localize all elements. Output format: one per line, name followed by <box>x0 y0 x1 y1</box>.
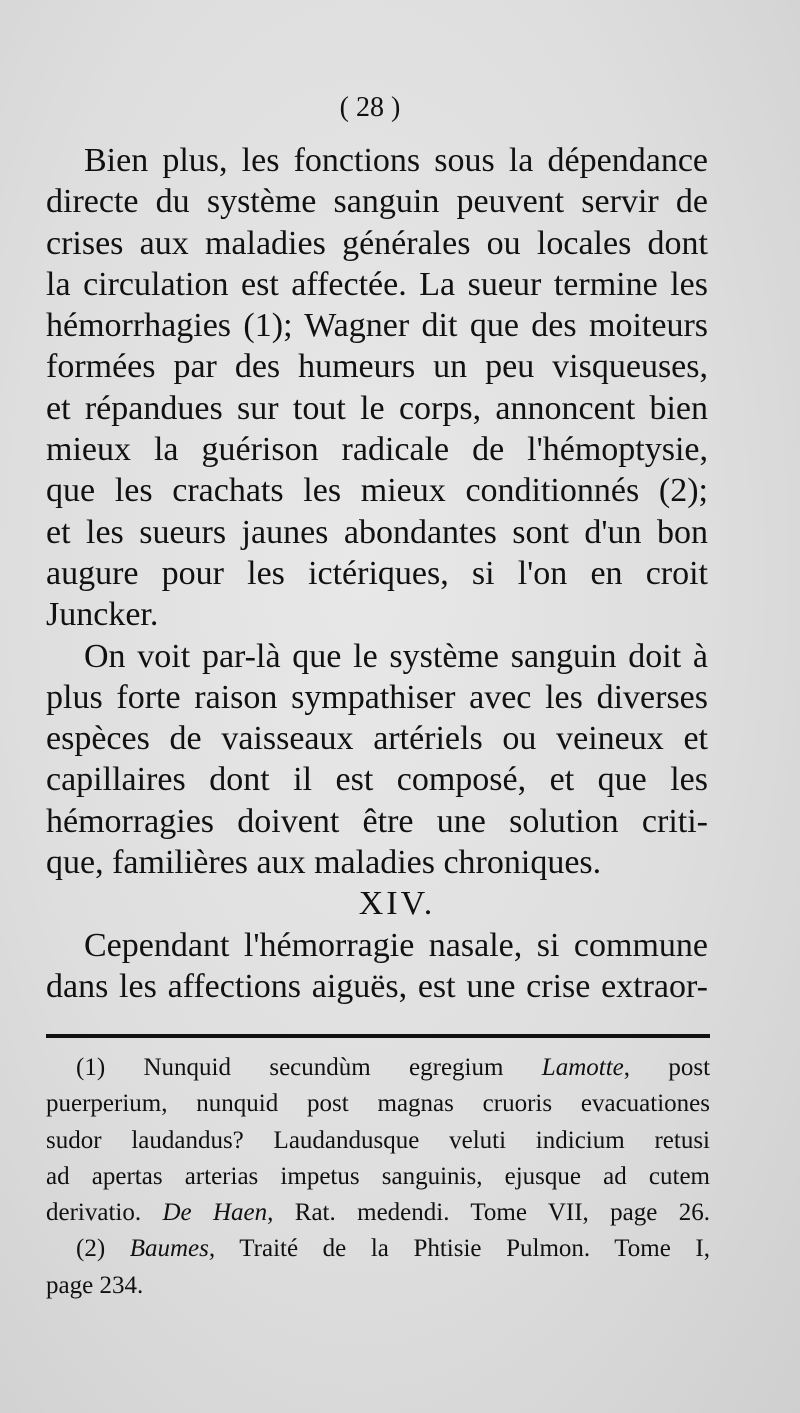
footnote-text: Nunquid secundùm egregium <box>143 1054 504 1081</box>
text-line: On voit par-là que le système sanguin doit à <box>84 637 708 675</box>
footnote-text: , post <box>623 1054 711 1081</box>
footnote-line: sudor laudandus? Laudandusque veluti indicium retusi <box>46 1126 710 1154</box>
text-line: dans les affections aiguës, est une crise extraor- <box>46 967 708 1005</box>
text-line: et les sueurs jaunes abondantes sont d'un bon <box>46 513 708 551</box>
text-line: Bien plus, les fonctions sous la dépendance <box>84 142 708 179</box>
footnote-line <box>46 1195 710 1231</box>
paragraph-3 <box>46 925 708 1008</box>
footnote-line: ad apertas arterias impetus sanguinis, ejusque ad cutem <box>46 1162 710 1190</box>
footnote-text: derivatio. <box>46 1199 142 1227</box>
text-line: capillaires dont il est composé, et que les <box>46 761 708 799</box>
paragraph-1 <box>46 140 708 636</box>
text-line: la circulation est affectée. La sueur termine les <box>46 265 708 303</box>
footnote-line: puerperium, nunquid post magnas cruoris evacuationes <box>46 1090 710 1118</box>
text-line: Cependant l'hémorragie nasale, si commune <box>84 926 708 964</box>
paragraph-2 <box>46 636 708 884</box>
footnote-rule <box>46 1034 710 1038</box>
page-number: ( 28 ) <box>339 92 401 123</box>
text-line: plus forte raison sympathiser avec les diverses <box>46 678 708 716</box>
footnote-1 <box>46 1050 710 1231</box>
text-line: espèces de vaisseaux artériels ou veineux et <box>46 720 708 758</box>
footnote-line <box>46 1231 710 1267</box>
text-line: que, familières aux maladies chroniques. <box>46 844 602 882</box>
footnote-text: Rat. medendi. Tome VII, page 26. <box>294 1199 710 1227</box>
text-line: augure pour les ictériques, si l'on en croit <box>46 554 708 592</box>
footnote-marker: (1) <box>76 1054 106 1081</box>
text-line: hémorragies doivent être une solution criti- <box>46 802 708 840</box>
text-line: Juncker. <box>46 596 159 634</box>
footnote-text: Traité de la Phtisie Pulmon. Tome I, <box>239 1235 710 1263</box>
section-heading: XIV. <box>358 885 436 923</box>
footnote-line <box>46 1050 710 1086</box>
text-line: mieux la guérison radicale de l'hémoptysie, <box>46 431 708 469</box>
footnote-marker: (2) <box>76 1235 106 1263</box>
footnote-author: De Haen, <box>162 1199 274 1227</box>
text-line: directe du système sanguin peuvent servir de <box>46 183 708 221</box>
footnote-line: page 234. <box>46 1271 144 1299</box>
text-line: crises aux maladies générales ou locales dont <box>46 224 708 262</box>
text-line: hémorrhagies (1); Wagner dit que des moiteurs <box>46 307 708 345</box>
text-line: et répandues sur tout le corps, annoncent bien <box>46 389 708 427</box>
main-text <box>46 140 708 1007</box>
footnote-2 <box>46 1231 710 1304</box>
footnotes <box>46 1050 710 1304</box>
footnote-author: Lamotte <box>541 1054 624 1081</box>
text-line: formées par des humeurs un peu visqueuses, <box>46 348 708 386</box>
text-line: que les crachats les mieux conditionnés (2); <box>46 472 708 510</box>
footnote-author: Baumes, <box>129 1235 216 1263</box>
